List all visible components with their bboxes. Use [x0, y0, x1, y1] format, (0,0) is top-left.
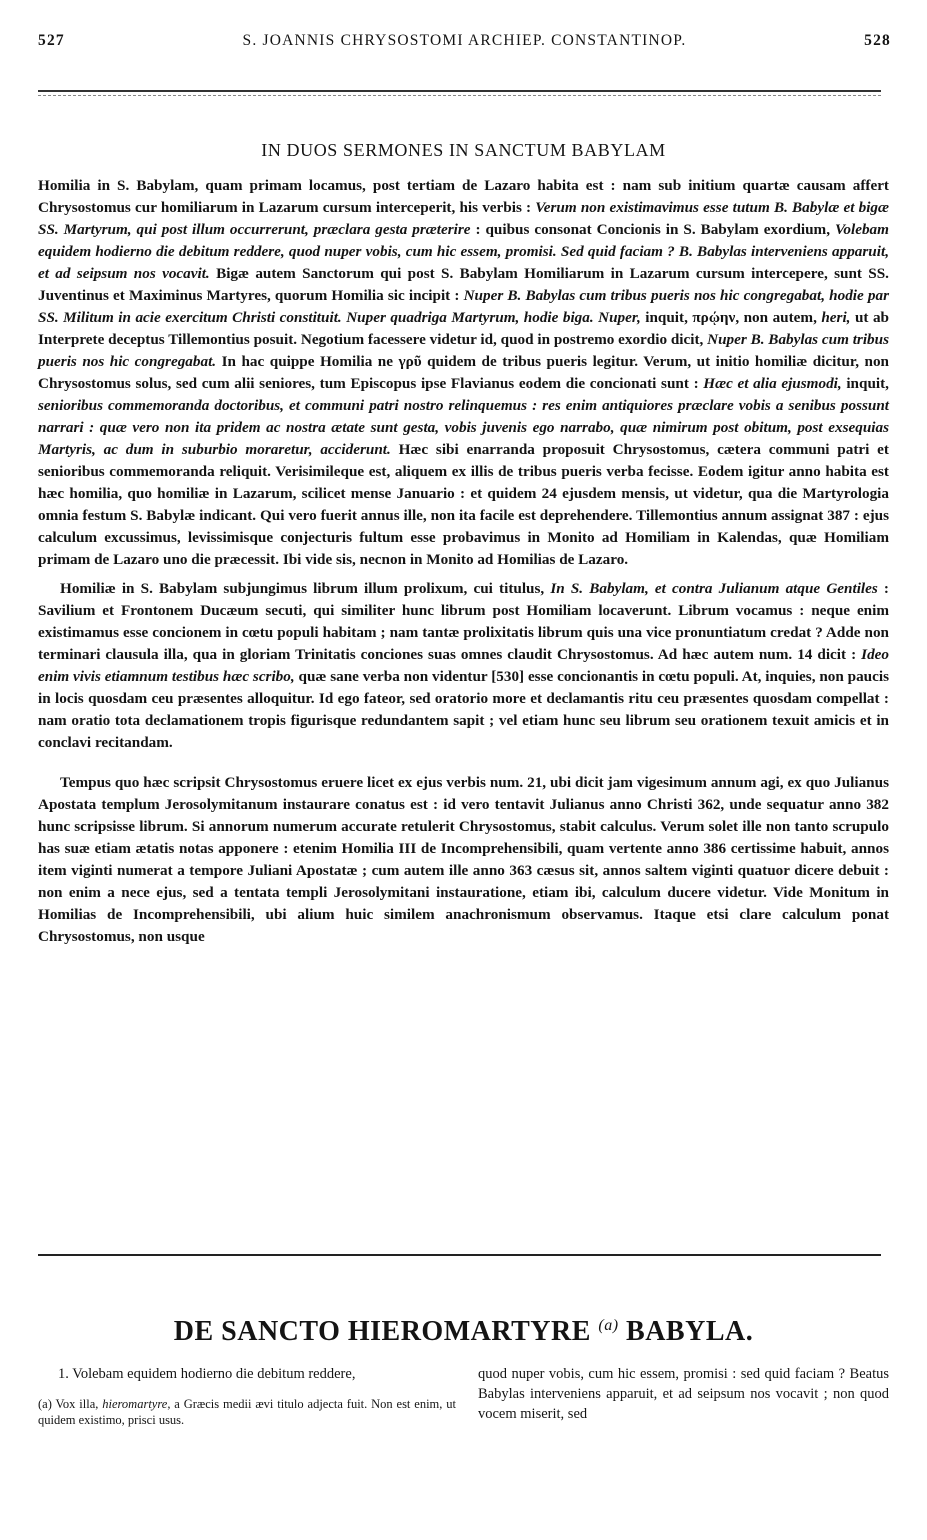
footnote-text-1: Vox illa, [51, 1397, 103, 1411]
italic-quote: senioribus commemoranda doctoribus, et communi patri nostro relinquemus : res enim antiquiores præclare vobis a senibus possunt narrari : quæ vero non ita pridem ac nostra ætate sunt gesta, vobis juvenis ego narrabo, quæ nimirum post obitum, post exsequias Martyris, ac dum in suburbio moraretur, acciderunt. [38, 397, 889, 458]
header-rule-dashed [38, 95, 881, 96]
text-run: quæ sane verba non videntur [530] esse concionantis in cœtu populi. At, inquies, non paucis in locis quosdam ceu præsentes alloquitur. Id ego fateor, sed oratorio more et declamantis ritu ceu præsentes quosdam compellat : nam oratio tota declamationem tropis figurisque redundantem sapit ; vel etiam hunc seu librum seu orationem texuit amicis et in conclavi recitandam. [38, 668, 889, 751]
running-head [38, 32, 891, 58]
text-run: : quibus consonat Concionis in S. Babylam exordium, [470, 221, 835, 238]
preface-text [38, 175, 889, 948]
preface-paragraph-1 [38, 175, 889, 571]
preface-paragraph-3 [38, 772, 889, 948]
italic-quote: Verum non existimavimus esse tutum B. Babylæ et bigæ SS. Martyrum, qui post illum occurrerunt, præclara gesta præterire [38, 199, 889, 238]
preface-paragraph-2 [38, 578, 889, 754]
text-run: : Savilium et Frontonem Ducæum secuti, qui similiter hunc librum post Homiliam locaverunt. Librum vocamus : neque enim existimamus esse concionem in cœtu populi habitam ; nam tantæ prolixitatis librum quis una vice pronuntiatum credat ? Adde non terminari clausula illa, qua in gloriam Trinitatis conciones suas omnes claudit Chrysostomus. Ad hæc autem num. 14 dicit : [38, 580, 889, 663]
running-title: S. JOANNIS CHRYSOSTOMI ARCHIEP. CONSTANTINOP. [242, 32, 687, 49]
italic-quote: Ideo enim vivis etiamnum testibus hæc scribo, [38, 646, 889, 685]
column-left [38, 1364, 456, 1428]
section-divider [38, 1254, 881, 1256]
italic-quote: heri, [821, 309, 851, 326]
italic-quote: Hæc et alia ejusmodi, [703, 375, 842, 392]
footnote-marker: (a) [38, 1397, 52, 1411]
italic-quote: Nuper B. Babylas cum tribus pueris nos hic congregabat, hodie par SS. Militum in acie exercitum Christi constituit. Nuper quadriga Martyrum, hodie biga. Nuper, [38, 287, 889, 326]
italic-quote: Nuper B. Babylas cum tribus pueris nos hic congregabat. [38, 331, 889, 370]
text-run: In hac quippe Homilia ne γρῦ quidem de tribus pueris legitur. Verum, ut initio homiliæ dicitur, non Chrysostomus solus, sed cum alii seniores, tum Episcopus ipse Flavianus eodem die concionati sunt : [38, 353, 889, 392]
header-rule [38, 90, 881, 92]
main-title-note-marker: (a) [598, 1317, 619, 1334]
italic-quote: Volebam equidem hodierno die debitum reddere, quod nuper vobis, cum hic essem, promisi. Sed quid faciam ? B. Babylas interveniens apparuit, et ad seipsum nos vocavit. [38, 221, 889, 282]
text-run: Homiliæ in S. Babylam subjungimus librum illum prolixum, cui titulus, [60, 580, 551, 597]
text-run: Bigæ autem Sanctorum qui post S. Babylam Homiliarum in Lazarum cursum intercepere, sunt SS. Juventinus et Maximinus Martyres, quorum Homilia sic incipit : [38, 265, 889, 304]
page-number-right: 528 [864, 32, 891, 49]
footnote-text-2: , a Græcis medii ævi titulo adjecta fuit. Non est enim, ut quidem existimo, prisci usus. [38, 1397, 456, 1427]
footnote-italic: hieromartyre [102, 1397, 168, 1411]
text-run: Tempus quo hæc scripsit Chrysostomus eruere licet ex ejus verbis num. 21, ubi dicit jam vigesimum annum agi, ex quo Julianus Apostata templum Jerosolymitanum instaurare conatus est : id vero tentavit Julianus anno Christi 362, unde sequatur anno 382 hunc scripsisse librum. Si annorum numerum accurate retulerit Chrysostomus, stabit calculus. Verum solet ille non tanto scrupulo has suæ etiam ætatis notas apponere : etenim Homilia III de Incomprehensibili, quam vertente anno 386 certissime habuit, annos item viginti numerat a tempore Juliani Apostatæ ; cum autem ille anno 363 cæsus sit, annos saltem viginti quatuor dicere debuit : non enim a nece ejus, sed a tentata templi Jerosolymitani instauratione, etiam ibi, calculum ducere videtur. Vide Monitum in Homilias de Incomprehensibili, ubi alium huic similem anachronismum observamus. Itaque etsi clare calculum ponat Chrysostomus, non usque [38, 774, 889, 945]
column-right-text: quod nuper vobis, cum hic essem, promisi : sed quid faciam ? Beatus Babylas interveniens apparuit, et ad seipsum nos vocavit ; non quod vocem miserit, sed [478, 1366, 889, 1422]
column-left-text: 1. Volebam equidem hodierno die debitum reddere, [58, 1366, 356, 1382]
text-run: inquit, πρῴην, non autem, [640, 309, 822, 326]
main-title-text-2: BABYLA. [626, 1316, 754, 1347]
page-number-left: 527 [38, 32, 65, 49]
main-title-text: DE SANCTO HIEROMARTYRE [173, 1316, 591, 1347]
main-title [38, 1316, 889, 1348]
text-run: Hæc sibi enarranda proposuit Chrysostomus, cætera communi patri et senioribus commemoranda reliquit. Verisimileque est, aliquem ex illis de tribus pueris verba fecisse. Eodem igitur anno habita est hæc homilia, quo homiliæ in Lazarum, scilicet mense Januario : et quidem 24 ejusdem mensis, ut videtur, qua die Martyrologia omnia festum S. Babylæ indicant. Qui vero fuerit annus ille, non ita facile est deprehendere. Tillemontius annum assignat 387 : ejus calculum excussimus, levissimisque conjecturis fultum esse probavimus in Monito ad Homiliam in Kalendas, quæ Homiliam primam de Lazaro uno die præcessit. Ibi vide sis, necnon in Monito ad Homilias de Lazaro. [38, 441, 889, 568]
footnote [38, 1396, 456, 1428]
column-right [478, 1364, 889, 1424]
text-run: inquit, [841, 375, 889, 392]
text-run: Homilia in S. Babylam, quam primam locamus, post tertiam de Lazaro habita est : nam sub initium quartæ causam affert Chrysostomus cur homiliarum in Lazarum cursum interceperit, his verbis : [38, 177, 889, 216]
italic-quote: In S. Babylam, et contra Julianum atque Gentiles [550, 580, 878, 597]
section-heading: IN DUOS SERMONES IN SANCTUM BABYLAM [261, 140, 666, 160]
text-run: ut ab Interprete deceptus Tillemontius posuit. Negotium facessere videtur id, quod in postremo exordio dicit, [38, 309, 889, 348]
